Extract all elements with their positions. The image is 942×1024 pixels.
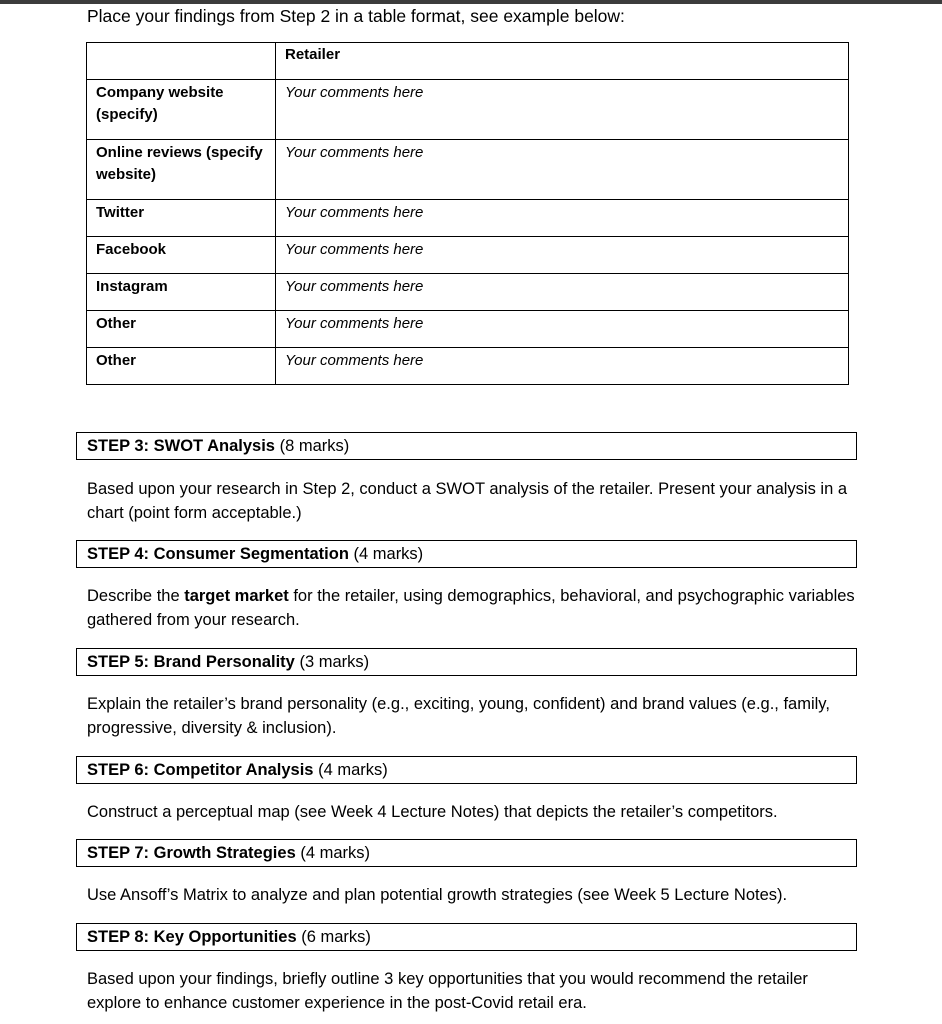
desc-text: Describe the [87,587,185,605]
table-row [87,140,849,200]
table-header-row [87,43,849,80]
step-title: STEP 4: Consumer Segmentation [87,545,349,563]
step-title: STEP 6: Competitor Analysis [87,761,314,779]
table-row [87,200,849,237]
table-row [87,311,849,348]
row-comment: Your comments here [276,80,849,140]
row-label: Other [87,311,276,348]
step-4-description [87,584,857,632]
table-row [87,348,849,385]
findings-table [86,42,849,385]
row-label: Company website (specify) [87,80,276,140]
step-7-description: Use Ansoff’s Matrix to analyze and plan potential growth strategies (see Week 5 Lecture Notes). [87,886,788,904]
intro-text: Place your findings from Step 2 in a table format, see example below: [87,6,625,26]
step-4-heading [76,540,857,568]
step-title: STEP 5: Brand Personality [87,653,295,671]
step-title: STEP 8: Key Opportunities [87,928,297,946]
row-comment: Your comments here [276,348,849,385]
step-marks: (4 marks) [353,545,424,563]
desc-text: for the retailer, using demographics, behavioral, and psychographic variables gathered from your research. [87,587,855,629]
step-3-description: Based upon your research in Step 2, conduct a SWOT analysis of the retailer. Present your analysis in a chart (point form acceptable.) [87,480,848,522]
step-title: STEP 3: SWOT Analysis [87,437,275,455]
row-label: Other [87,348,276,385]
step-3-heading [76,432,857,460]
row-comment: Your comments here [276,274,849,311]
row-label: Facebook [87,237,276,274]
step-marks: (4 marks) [318,761,388,779]
row-label: Instagram [87,274,276,311]
row-label: Twitter [87,200,276,237]
step-marks: (4 marks) [300,844,371,862]
table-row [87,274,849,311]
step-marks: (3 marks) [299,653,370,671]
step-6-description: Construct a perceptual map (see Week 4 Lecture Notes) that depicts the retailer’s competitors. [87,803,778,821]
table-row [87,80,849,140]
table-row [87,237,849,274]
row-comment: Your comments here [276,237,849,274]
desc-emphasis: target market [184,587,289,605]
step-marks: (8 marks) [279,437,350,455]
step-title: STEP 7: Growth Strategies [87,844,296,862]
step-5-heading [76,648,857,676]
step-7-heading [76,839,857,867]
step-6-heading [76,756,857,784]
step-8-heading [76,923,857,951]
step-marks: (6 marks) [301,928,371,946]
row-comment: Your comments here [276,140,849,200]
row-label: Online reviews (specify website) [87,140,276,200]
header-retailer: Retailer [276,43,849,80]
step-8-description: Based upon your findings, briefly outline 3 key opportunities that you would recommend the retailer explore to enhance customer experience in the post-Covid retail era. [87,970,808,1012]
row-comment: Your comments here [276,200,849,237]
row-comment: Your comments here [276,311,849,348]
header-empty-cell [87,43,276,80]
step-5-description: Explain the retailer’s brand personality (e.g., exciting, young, confident) and brand values (e.g., family, progressive, diversity & inclusion). [87,695,830,737]
